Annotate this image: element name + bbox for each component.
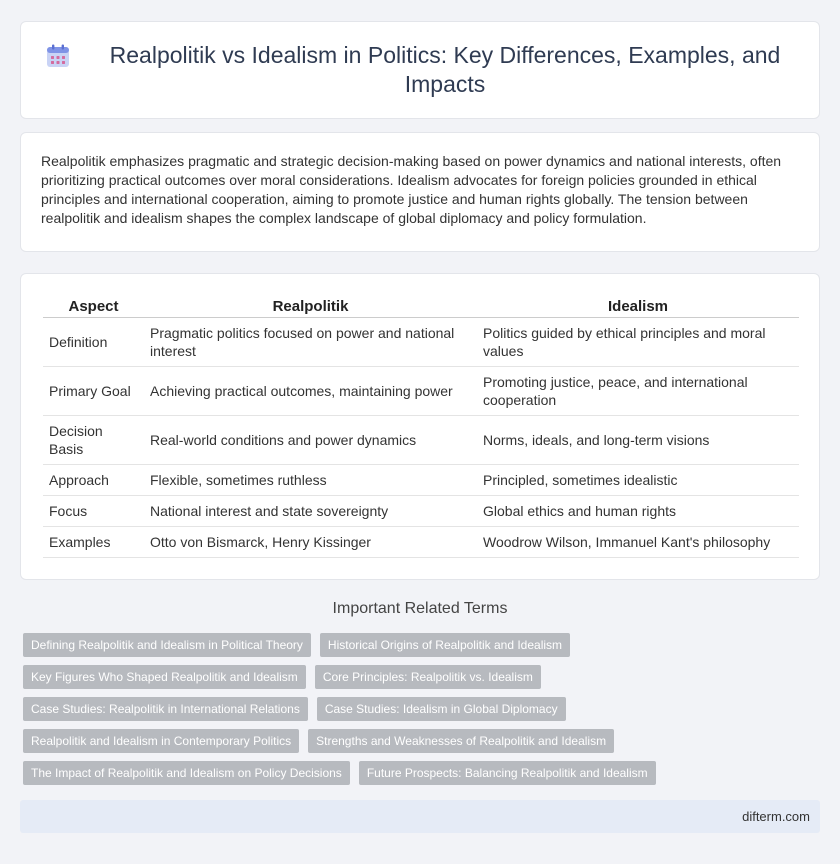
table-row [43,527,799,558]
header-idealism: Idealism [477,294,799,318]
related-term-tag[interactable]: Case Studies: Idealism in Global Diplomacy [317,697,566,721]
table-cell-idealism: Global ethics and human rights [477,496,799,527]
table-cell-aspect: Definition [43,318,144,367]
related-term-tag[interactable]: Core Principles: Realpolitik vs. Idealism [315,665,541,689]
table-cell-aspect: Decision Basis [43,416,144,465]
calendar-icon [45,43,71,69]
table-cell-idealism: Promoting justice, peace, and international cooperation [477,367,799,416]
table-cell-aspect: Focus [43,496,144,527]
page-title: Realpolitik vs Idealism in Politics: Key Differences, Examples, and Impacts [109,42,781,97]
table-row [43,367,799,416]
table-cell-idealism: Principled, sometimes idealistic [477,465,799,496]
table-cell-aspect: Approach [43,465,144,496]
table-cell-realpolitik: Achieving practical outcomes, maintaining power [144,367,477,416]
table-cell-aspect: Examples [43,527,144,558]
related-term-tag[interactable]: Realpolitik and Idealism in Contemporary Politics [23,729,299,753]
footer-bar [20,800,820,833]
table-row [43,416,799,465]
intro-paragraph: Realpolitik emphasizes pragmatic and strategic decision-making based on power dynamics and national interests, often prioritizing practical outcomes over moral considerations. Idealism advocates for foreign policies grounded in ethical principles and international cooperation, aiming to promote justice and human rights globally. The tension between realpolitik and idealism shapes the complex landscape of global diplomacy and policy formulation. [41,153,782,226]
table-cell-realpolitik: Flexible, sometimes ruthless [144,465,477,496]
table-cell-idealism: Politics guided by ethical principles and moral values [477,318,799,367]
table-cell-aspect: Primary Goal [43,367,144,416]
related-term-tag[interactable]: Key Figures Who Shaped Realpolitik and Idealism [23,665,306,689]
table-cell-realpolitik: National interest and state sovereignty [144,496,477,527]
table-cell-realpolitik: Pragmatic politics focused on power and national interest [144,318,477,367]
related-terms-heading: Important Related Terms [332,600,508,617]
related-term-tag[interactable]: Strengths and Weaknesses of Realpolitik and Idealism [308,729,614,753]
table-cell-realpolitik: Real-world conditions and power dynamics [144,416,477,465]
table-cell-idealism: Norms, ideals, and long-term visions [477,416,799,465]
table-header-row [43,294,799,318]
related-term-tag[interactable]: Defining Realpolitik and Idealism in Political Theory [23,633,311,657]
table-row [43,318,799,367]
related-terms-list [23,633,823,793]
table-cell-realpolitik: Otto von Bismarck, Henry Kissinger [144,527,477,558]
related-term-tag[interactable]: Case Studies: Realpolitik in International Relations [23,697,308,721]
header-aspect: Aspect [43,294,144,318]
footer-site-link[interactable]: difterm.com [742,809,810,824]
header-card [20,21,820,119]
intro-card [20,132,820,252]
table-row [43,496,799,527]
table-row [43,465,799,496]
table-cell-idealism: Woodrow Wilson, Immanuel Kant's philosophy [477,527,799,558]
comparison-table [43,294,799,558]
header-realpolitik: Realpolitik [144,294,477,318]
related-term-tag[interactable]: The Impact of Realpolitik and Idealism on Policy Decisions [23,761,350,785]
comparison-table-card [20,273,820,580]
related-term-tag[interactable]: Future Prospects: Balancing Realpolitik and Idealism [359,761,656,785]
related-term-tag[interactable]: Historical Origins of Realpolitik and Idealism [320,633,570,657]
